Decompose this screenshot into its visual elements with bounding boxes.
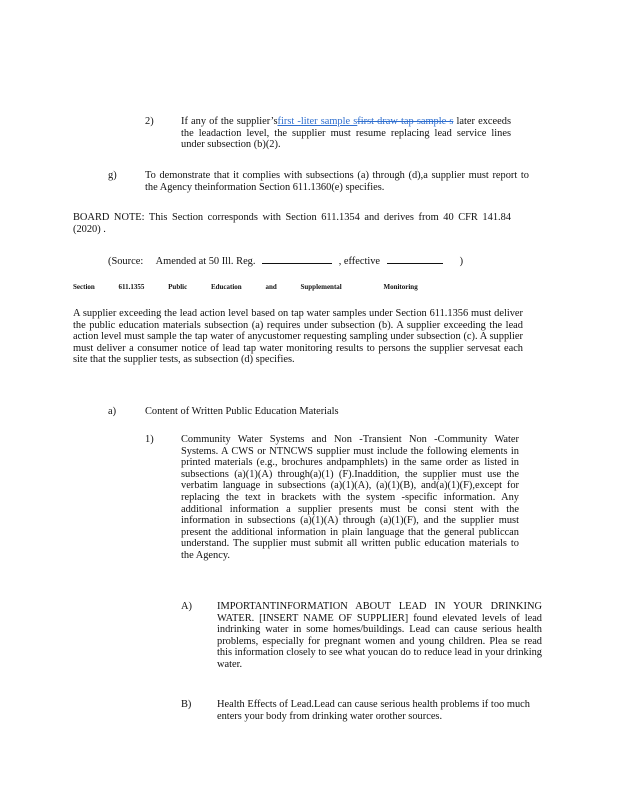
deleted-text: first draw tap sample s [357, 116, 454, 127]
source-close: ) [459, 256, 464, 267]
item-1-number: 1) [145, 434, 154, 445]
heading-word-1: Public [168, 283, 188, 291]
item-B-paragraph: Health Effects of Lead.Lead can cause serious health problems if too much enters your body from drinking water orother sources. [217, 699, 530, 722]
item-1-paragraph: Community Water Systems and Non -Transient Non -Community Water Systems. A CWS or NTNCWS supplier must include the following elements in printed materials (e.g., brochures andpamphlets) in the same order as listed in subsections (a)(1)(A) through(a)(1) (F).Inaddition, the supplier must use the verbatim language in subsections (a)(1)(A), (a)(1)(B), and(a)(1)(F),except for replacing the text in brackets with the system -specific information. Any additional information a supplier presents must be consi stent with the information in subsections (a)(1)(A) through (a)(1)(F), and the supplier must present the additional information in plain language that the general publiccan understand. The supplier must submit all written public education materials to the Agency. [181, 434, 519, 561]
source-line [108, 254, 463, 268]
heading-word-3: and [265, 283, 277, 291]
item-2-rest: later exceeds the leadaction level, the supplier must resume replacing lead service lines under subsection (b)(2). [181, 116, 511, 151]
item-A-paragraph: IMPORTANTINFORMATION ABOUT LEAD IN YOUR DRINKING WATER. [INSERT NAME OF SUPPLIER] found elevated levels of lead indrinking water in some homes/buildings. Lead can cause serious health problems, especially for pregnant women and young children. Plea se read this information closely to see what youcan do to reduce lead in your drinking water. [217, 601, 542, 670]
source-effective: , effective [338, 256, 381, 267]
item-g-paragraph: To demonstrate that it complies with subsections (a) through (d),a supplier must report to the Agency theinformation Section 611.1360(e) specifies. [145, 170, 529, 193]
heading-word-5: Monitoring [383, 283, 418, 291]
section-heading [73, 283, 440, 291]
item-2-number: 2) [145, 116, 154, 127]
subsection-a-label: a) [108, 406, 117, 417]
register-blank [262, 254, 332, 264]
item-B-label: B) [181, 699, 192, 710]
source-amended: Amended at 50 Ill. Reg. [155, 256, 256, 267]
section-word: Section [73, 283, 95, 291]
item-2-paragraph [181, 116, 511, 151]
item-2-lead: If any of the supplier’s [181, 116, 278, 127]
item-A-label: A) [181, 601, 192, 612]
heading-word-2: Education [210, 283, 242, 291]
heading-word-4: Supplemental [300, 283, 342, 291]
board-note: BOARD NOTE: This Section corresponds with Section 611.1354 and derives from 40 CFR 141.84 (2020) . [73, 212, 511, 235]
subsection-a-title: Content of Written Public Education Materials [145, 406, 339, 417]
intro-paragraph: A supplier exceeding the lead action level based on tap water samples under Section 611.1356 must deliver the public education materials subsection (a) requires under subsection (b). A supplier exceeding the lead action level must sample the tap water of anycustomer requesting sampling under subsection (c). A supplier must deliver a consumer notice of lead tap water monitoring results to persons the supplier servesat each site that the supplier tests, as subsection (d) specifies. [73, 308, 523, 366]
section-number: 611.1355 [118, 283, 145, 291]
effective-date-blank [387, 254, 443, 264]
source-open: (Source: [108, 256, 144, 267]
item-g-label: g) [108, 170, 117, 181]
inserted-text: first -liter sample s [277, 116, 358, 127]
